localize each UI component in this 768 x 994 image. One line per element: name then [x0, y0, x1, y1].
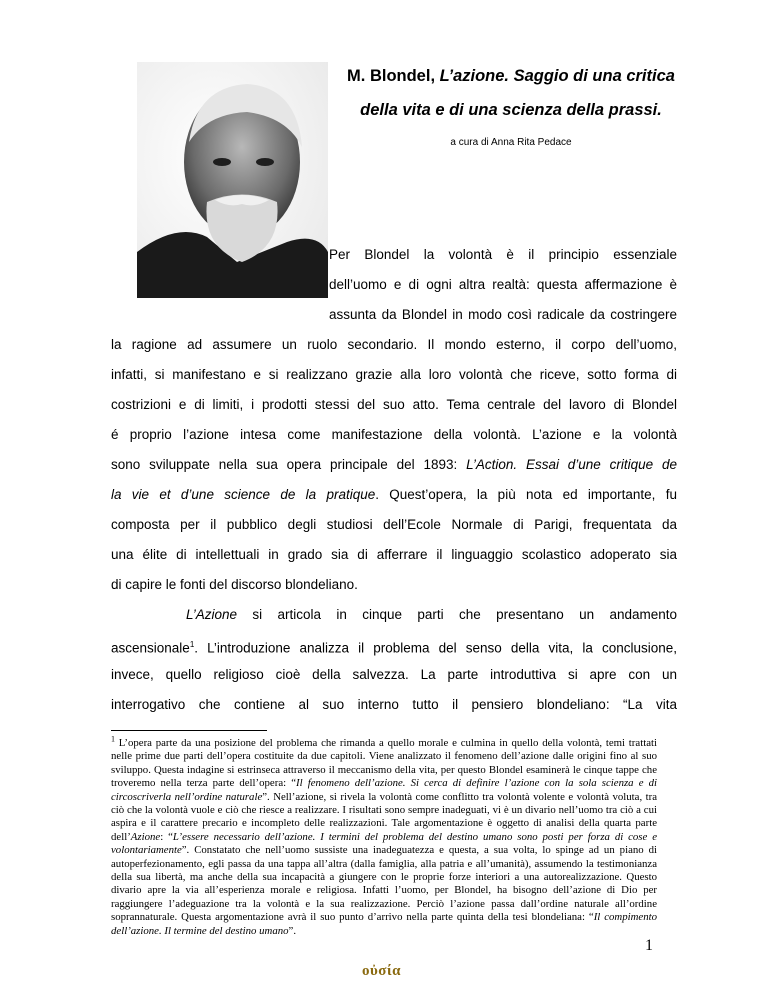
page-number: 1 — [645, 937, 653, 954]
azione-italic: L’Azione — [186, 607, 238, 622]
ousia-logo: οὐσία — [362, 963, 401, 979]
footnote-ref[interactable]: 1 — [189, 640, 195, 649]
footnote-separator — [111, 730, 267, 731]
body-line: L’Azione si articola in cinque parti che presentano un andamento — [186, 607, 677, 622]
book-title-italic: L’Action. Essai d’une critique de — [466, 457, 677, 472]
page-title — [330, 64, 692, 88]
body-line: ascensionale$^1$. L’introduzione analizza il problema del senso della vita, la conclusione, — [111, 640, 677, 656]
body-line: di capire le fonti del discorso blondeliano. — [111, 577, 358, 592]
body-line: Per Blondel la volontà è il principio essenziale — [329, 247, 677, 262]
body-line: infatti, si manifestano e si realizzano grazie alla loro volontà che riceve, sotto forma di — [111, 367, 677, 382]
footnote: $^1$ L’opera parte da una posizione del problema che rimanda a quello morale e culmina in quello della volontà, temi trattati nelle prime due parti dell’opera costituite da due capitoli. Viene analizzato il fenomeno dell’azione dalle origini fino al suo sviluppo. Questa indagine si estrinseca attraverso il meccanismo della vita, per questo Blondel esaminerà le cinque tappe che troveremo nella terza parte dell’opera: “Il fenomeno dell’azione. Si cerca di definire l’azione con la sola scienza e di circoscriverla nell’ordine naturale”. Nell’azione, si rivela la volontà come conflitto tra volontà volente e volontà voluta, tra ciò che la volontà vuole e ciò che riesce a realizzare. I risultati sono sempre inadeguati, vi è un divario nell’uomo tra ciò a cui aspira e il carattere precario e incompleto delle realizzazioni. Tale argomentazione è oggetto di analisi della quarta parte dell’Azione: “L’essere necessario dell’azione. I termini del problema del destino umano sono posti per forza di cose e volontariamente”. Constatato che nell’uomo sussiste una inadeguatezza e questa, a sua volta, lo spinge ad un piano di autoperfezionamento, egli passa da una tappa all’altra (dalla famiglia, alla patria e all’umanità), assumendo la testimonianza della sua libertà, ma anche della sua incapacità a giungere con le proprie forze interiori a una autorealizzazione. Questo divario apre la via all’esperienza morale e religiosa. Infatti l’uomo, per Blondel, ha bisogno dell’azione di Dio per raggiungere l’adeguazione tra la volontà e la sua realizzazione. Perciò l’azione passa dall’ordine naturale all’ordine soprannaturale. Questa argomentazione avrà il suo punto d’arrivo nella parte quinta della tesi blondeliana: “Il compimento dell’azione. Il termine del destino umano”. — [111, 734, 657, 937]
author-name: M. Blondel, — [347, 67, 440, 85]
body-line: é proprio l’azione intesa come manifestazione della volontà. L’azione e la volontà — [111, 427, 677, 442]
footnote-number: 1 — [111, 734, 115, 744]
book-title-italic: la vie et d’une science de la pratique — [111, 487, 376, 502]
title-block — [330, 64, 692, 150]
body-line: invece, quello religioso cioè della salvezza. La parte introduttiva si apre con un — [111, 667, 677, 682]
curator-line: a cura di Anna Rita Pedace — [450, 137, 572, 148]
title-italic: L’azione. Saggio di una critica — [439, 67, 675, 85]
body-line: assunta da Blondel in modo così radicale da costringere — [329, 307, 677, 322]
body-line: dell’uomo e di ogni altra realtà: questa affermazione è — [329, 277, 677, 292]
portrait-photo — [137, 62, 328, 298]
body-line: sono sviluppate nella sua opera principale del 1893: L’Action. Essai d’une critique de — [111, 457, 677, 472]
body-line: una élite di intellettuali in grado sia di afferrare il linguaggio scolastico adoperato sia — [111, 547, 677, 562]
body-line: interrogativo che contiene al suo interno tutto il pensiero blondeliano: “La vita — [111, 697, 677, 712]
body-line: costrizioni e di limiti, i prodotti stessi del suo atto. Tema centrale del lavoro di Blondel — [111, 397, 677, 412]
page-subtitle: della vita e di una scienza della prassi. — [360, 101, 662, 119]
body-line: composta per il pubblico degli studiosi dell’Ecole Normale di Parigi, frequentata da — [111, 517, 677, 532]
body-line: la vie et d’une science de la pratique. Quest’opera, la più nota ed importante, fu — [111, 487, 677, 502]
body-line: la ragione ad assumere un ruolo secondario. Il mondo esterno, il corpo dell’uomo, — [111, 337, 677, 352]
